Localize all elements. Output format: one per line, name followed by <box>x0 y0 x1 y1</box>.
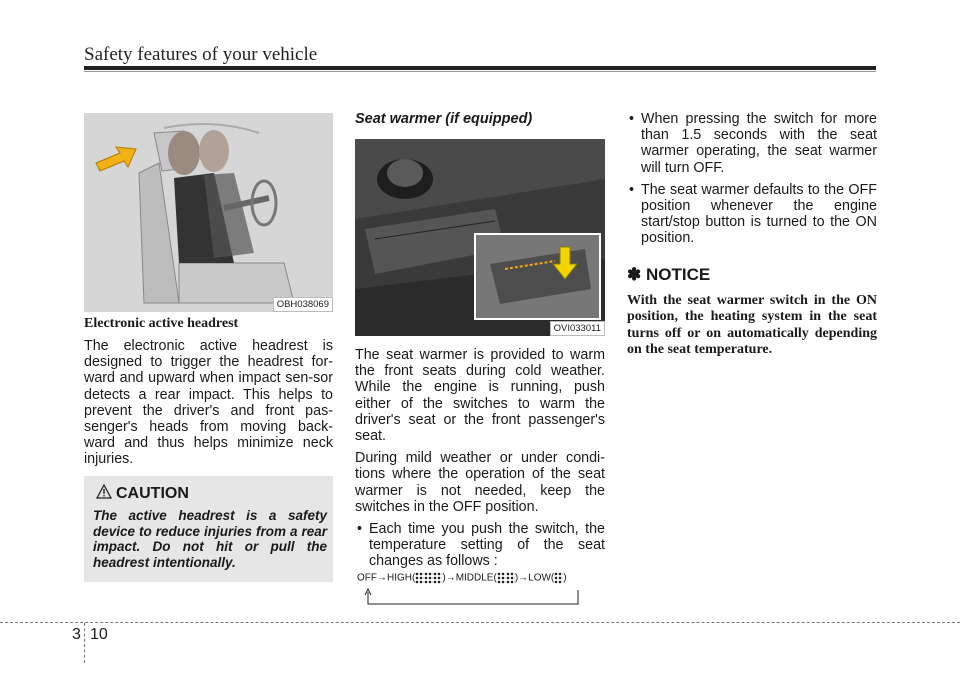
seq-arrow: → <box>445 572 456 584</box>
seq-high-label: HIGH( <box>387 572 416 584</box>
warning-triangle-icon <box>96 484 112 499</box>
heat-level-icon <box>433 572 442 584</box>
body-paragraph: The electronic active headrest is designed to trigger the headrest for-ward and upward when impact sen-sor detects a rear impact. This helps to prevent the driver's and front pas-senger's heads from moving back-ward and thus helps minimize neck injuries. <box>84 338 333 468</box>
cycle-return-arrow-icon <box>362 588 582 608</box>
page-header-title: Safety features of your vehicle <box>84 44 318 65</box>
section-heading: Seat warmer (if equipped) <box>355 111 533 127</box>
bullet-item: • When pressing the switch for more than 1.5 seconds with the seat warmer operating, the seat warmer will turn OFF. <box>627 111 877 176</box>
temperature-sequence <box>357 572 567 584</box>
body-paragraph: During mild weather or under condi-tions where the operation of the seat warmer is not needed, keep the switches in the OFF position. <box>355 450 605 515</box>
caution-title: CAUTION <box>116 485 189 502</box>
seq-off-label: OFF <box>357 572 377 584</box>
heat-level-icon <box>506 572 515 584</box>
seq-arrow: → <box>377 572 387 584</box>
bullet-item: • Each time you push the switch, the temperature setting of the seat changes as follows : <box>355 521 605 570</box>
seq-low-label: LOW( <box>528 572 555 584</box>
seq-close: ) <box>563 572 567 584</box>
seq-arrow: → <box>518 572 529 584</box>
notice-title: ✽ NOTICE <box>627 264 711 284</box>
caution-text: The active headrest is a safety device to reduce injuries from a rear impact. Do not hit or pull the headrest intentionally. <box>93 508 327 570</box>
heat-level-icon <box>554 572 563 584</box>
page-number: 10 <box>90 626 108 643</box>
seq-middle-label: MIDDLE( <box>455 572 497 584</box>
heat-level-icon <box>424 572 433 584</box>
heat-level-icon <box>497 572 506 584</box>
heat-level-icon <box>415 572 424 584</box>
figure-code: OBH038069 <box>273 297 333 312</box>
chapter-number: 3 <box>72 626 81 643</box>
notice-text: With the seat warmer switch in the ON position, the heating system in the seat turns off or on automatically depending on the seat temperature. <box>627 292 877 358</box>
seq-close: ) <box>514 572 519 584</box>
header-rule-thin <box>84 71 876 72</box>
footer-rule <box>0 622 960 623</box>
seq-close: ) <box>442 572 446 584</box>
body-paragraph: The seat warmer is provided to warm the front seats during cold weather. While the engine is running, push either of the switches to warm the driver's seat or the front passenger's seat. <box>355 347 605 445</box>
bullet-item: • The seat warmer defaults to the OFF position whenever the engine start/stop button is turned to the ON position. <box>627 182 877 247</box>
header-rule <box>84 66 876 70</box>
seat-warmer-switch-photo <box>355 139 605 336</box>
section-heading: Electronic active headrest <box>84 316 239 331</box>
headrest-illustration <box>84 113 333 312</box>
figure-code: OVI033011 <box>550 321 605 336</box>
footer-divider <box>84 623 85 663</box>
